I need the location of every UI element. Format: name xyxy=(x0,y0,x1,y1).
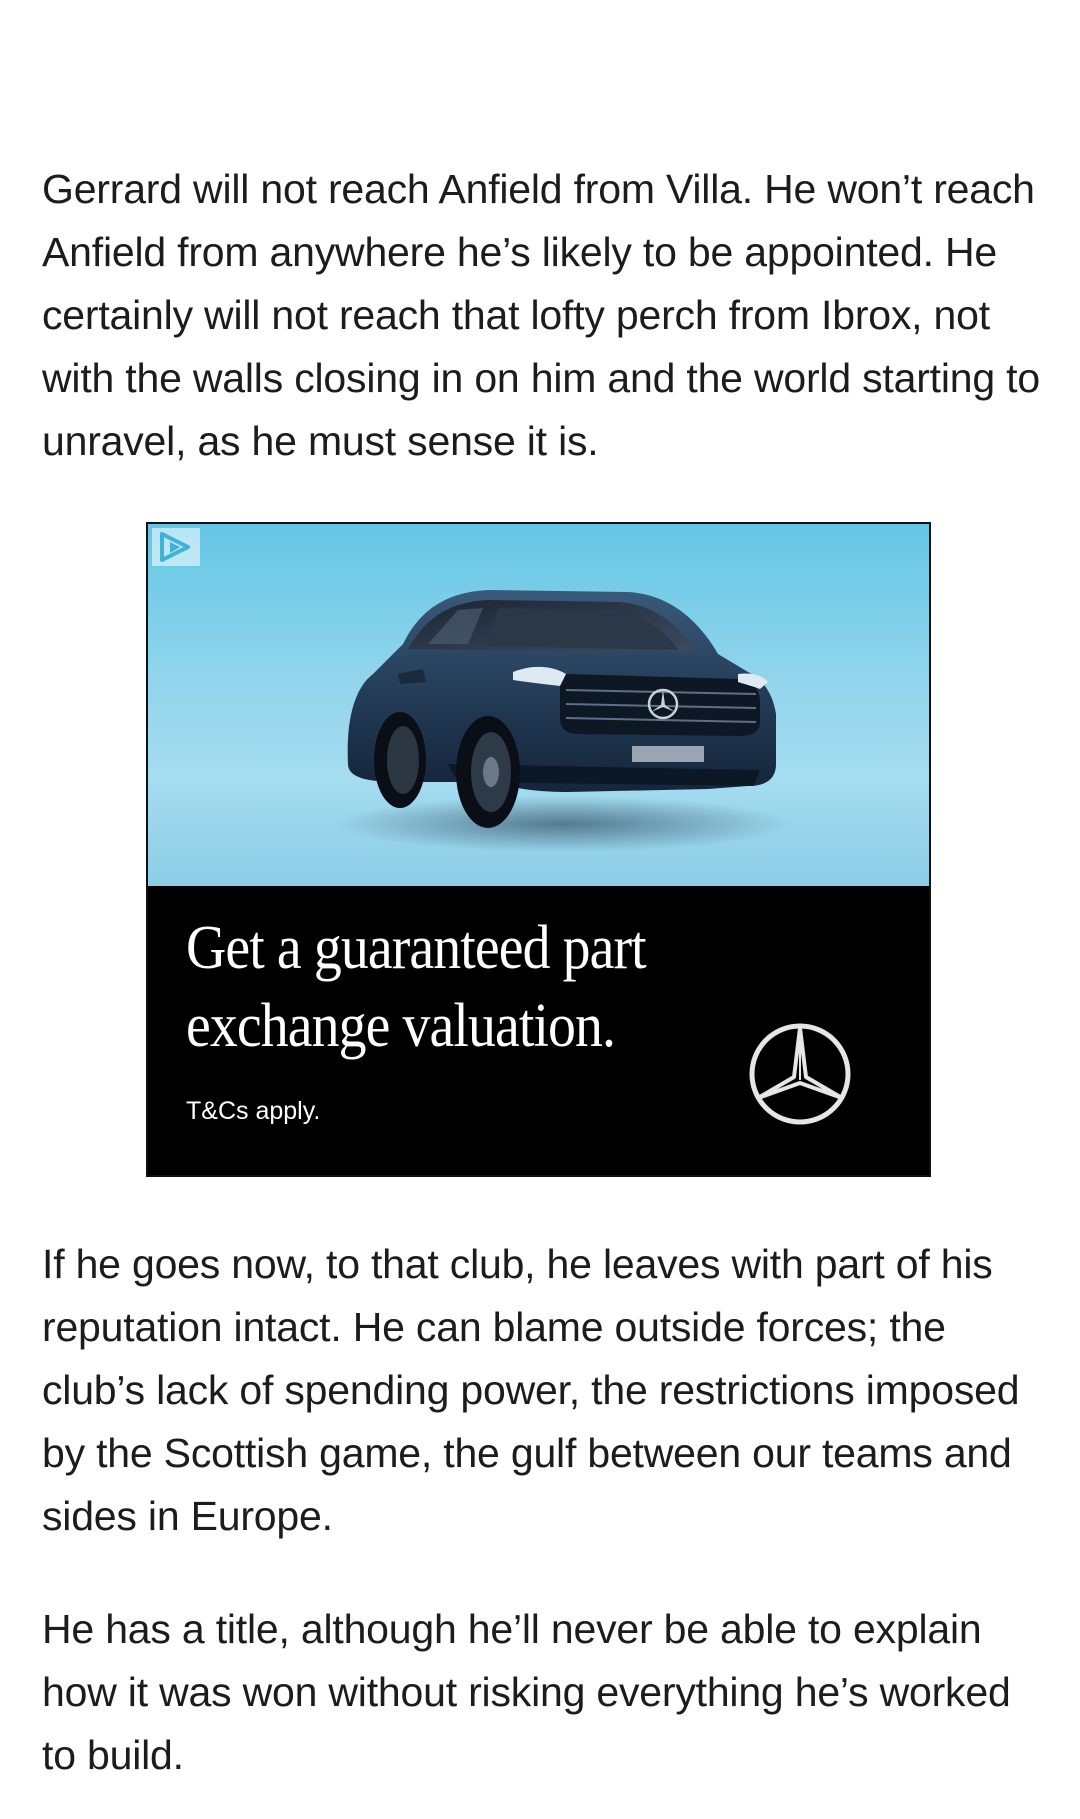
mercedes-star-logo xyxy=(746,1020,854,1128)
adchoices-icon[interactable] xyxy=(152,528,200,566)
article-paragraph: He has a title, although he’ll never be able to explain how it was won without risking everything he’s worked to build. xyxy=(42,1606,1011,1778)
ad-headline[interactable]: Get a guaranteed part exchange valuation. xyxy=(186,914,646,1060)
article-paragraph: If he goes now, to that club, he leaves with part of his reputation intact. He can blame outside forces; the club’s lack of spending power, the restrictions imposed by the Scottish game, the gulf between our teams and sides in Europe. xyxy=(42,1241,1020,1539)
ad-car-image[interactable] xyxy=(148,524,929,886)
ad-terms-text: T&Cs apply. xyxy=(186,1097,321,1125)
article-paragraph: Gerrard will not reach Anfield from Villa. He won’t reach Anfield from anywhere he’s likely to be appointed. He certainly will not reach that lofty perch from Ibrox, not with the walls closing in on him and the world starting to unravel, as he must sense it is. xyxy=(42,166,1040,464)
car-image xyxy=(148,524,929,886)
advertisement-banner[interactable] xyxy=(146,522,931,1177)
